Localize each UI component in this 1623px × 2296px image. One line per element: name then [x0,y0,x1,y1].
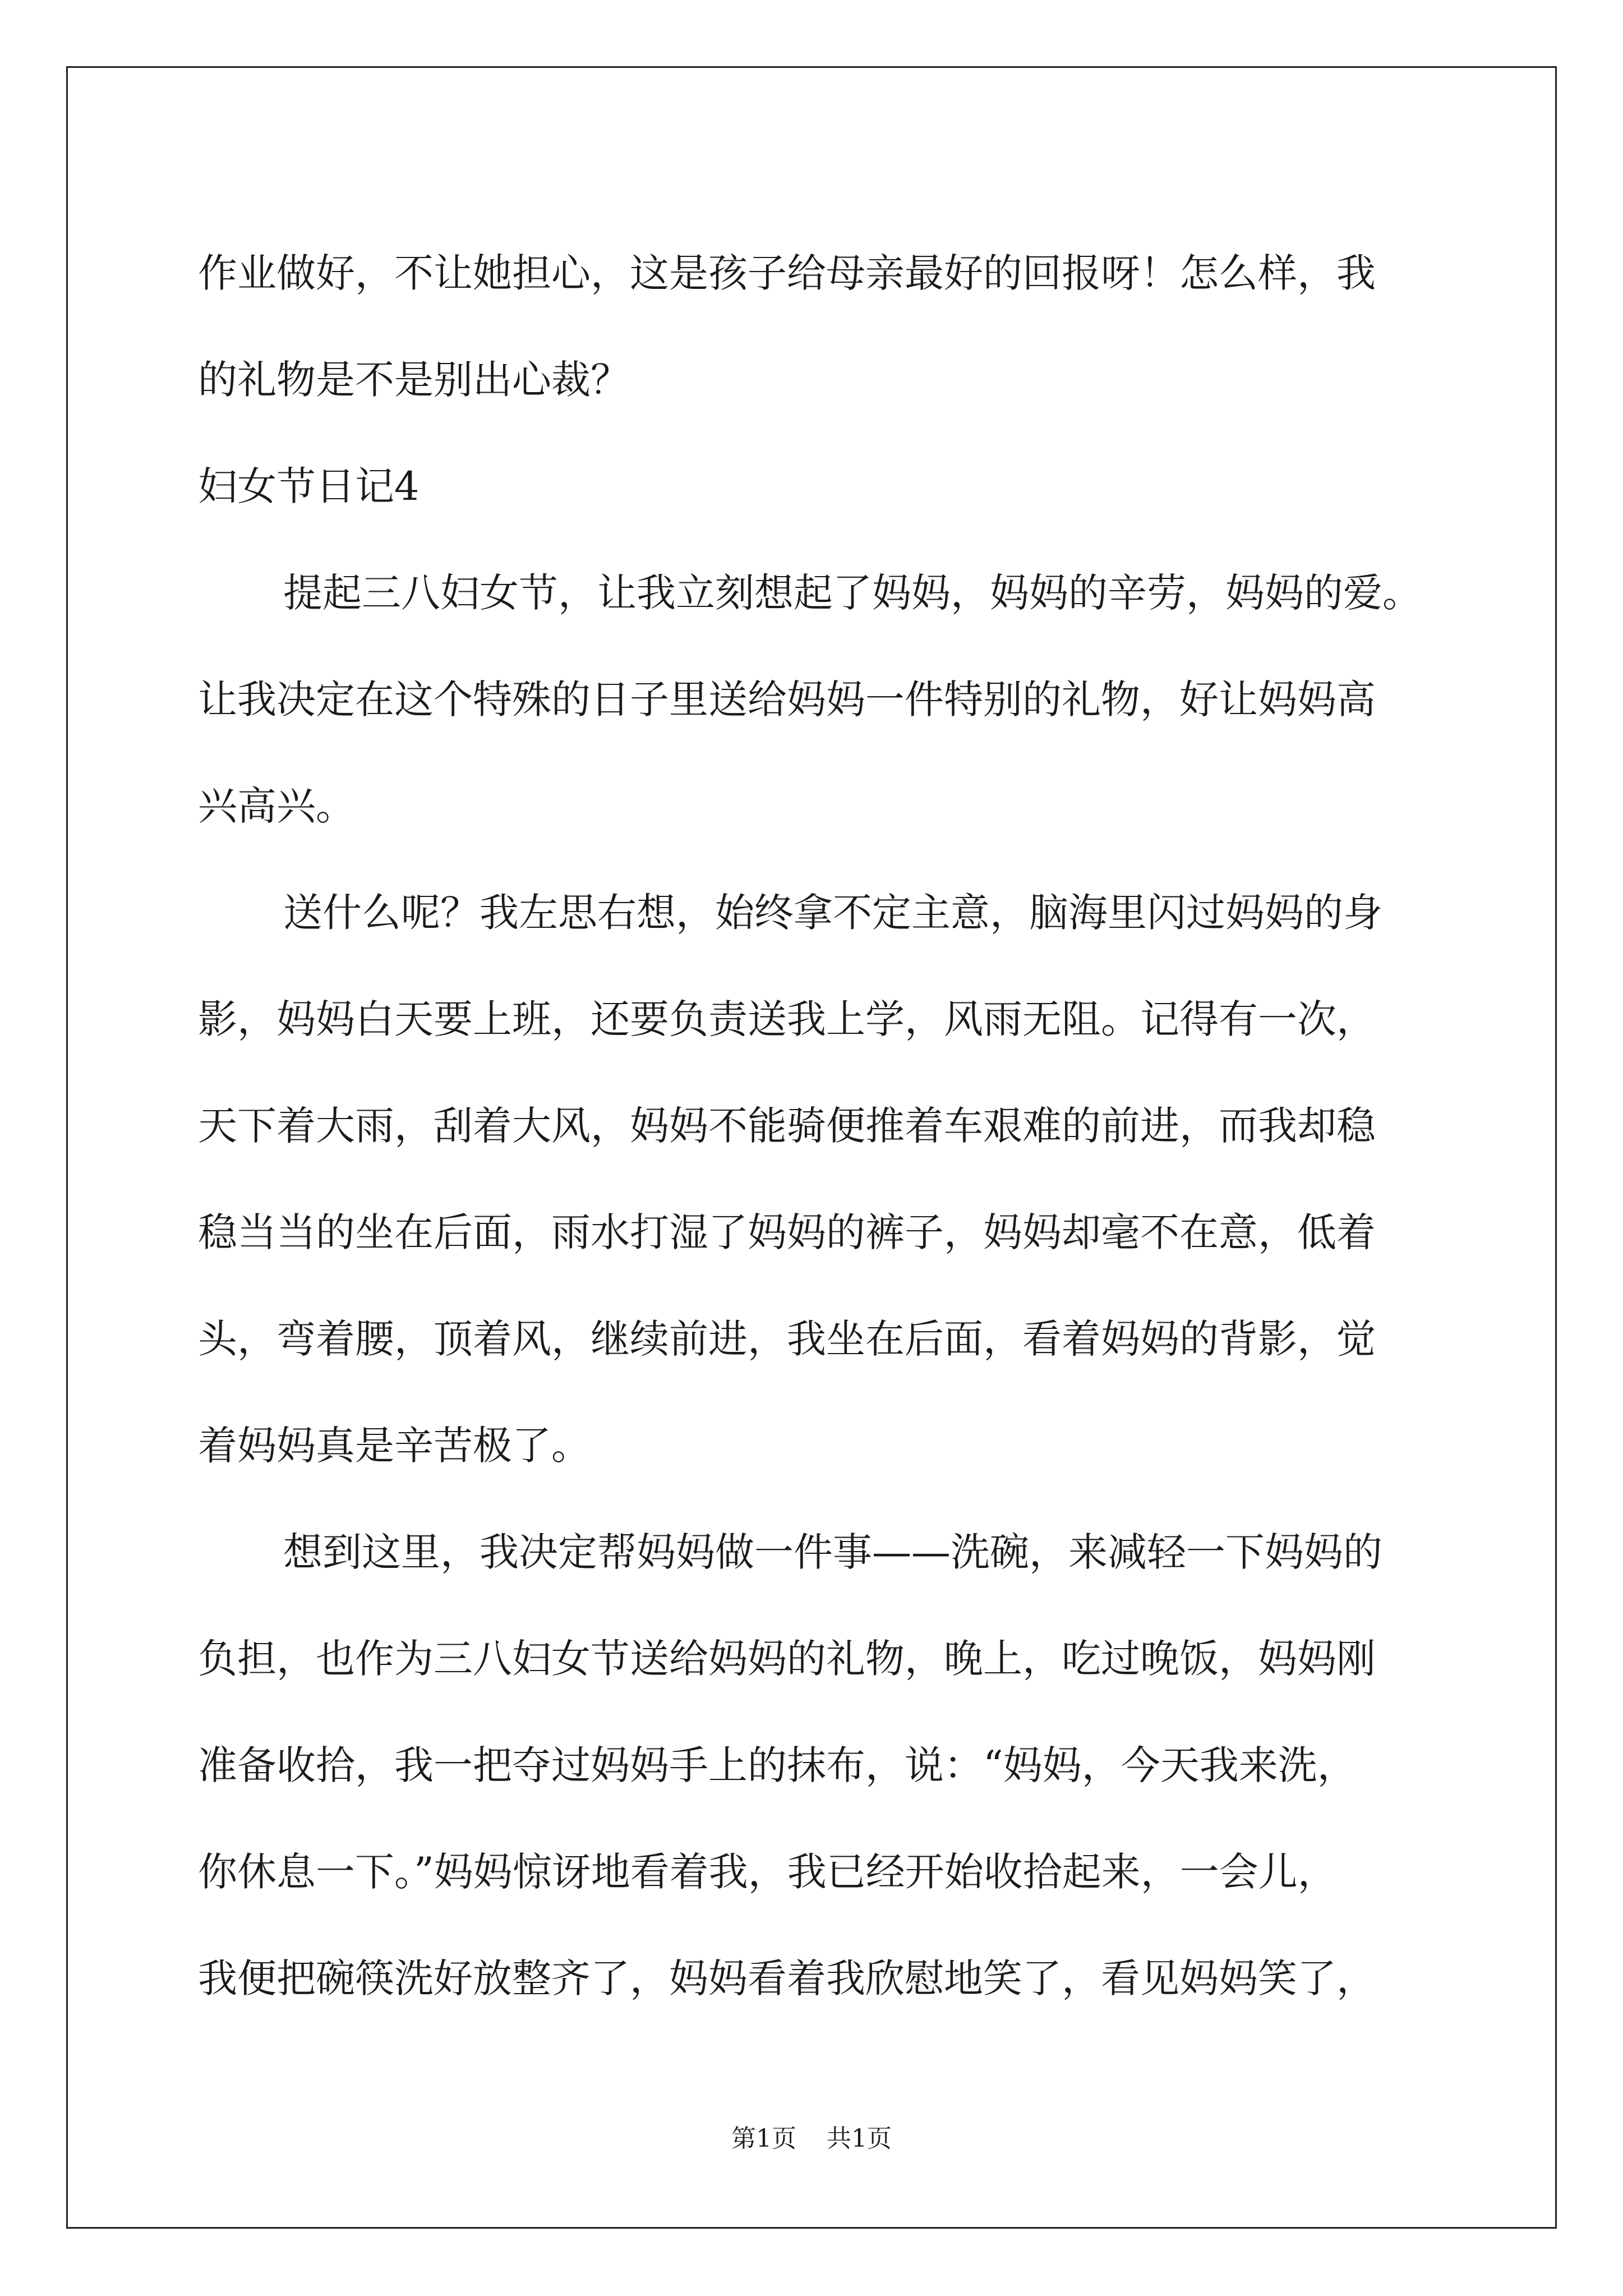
page-number: 第1页 [731,2124,796,2153]
text-line: 稳当当的坐在后面，雨水打湿了妈妈的裤子，妈妈却毫不在意，低着 [198,1209,1376,1255]
text-line: 天下着大雨，刮着大风，妈妈不能骑便推着车艰难的前进，而我却稳 [198,1103,1376,1149]
text-line: 作业做好，不让她担心，这是孩子给母亲最好的回报呀！怎么样，我 [198,250,1376,296]
text-line: 提起三八妇女节，让我立刻想起了妈妈，妈妈的辛劳，妈妈的爱。 [283,570,1422,616]
page-footer [0,2122,1623,2156]
text-line: 头，弯着腰，顶着风，继续前进，我坐在后面，看着妈妈的背影，觉 [198,1316,1376,1362]
text-line: 准备收拾，我一把夺过妈妈手上的抹布，说：“妈妈，今天我来洗， [198,1742,1357,1788]
text-line: 让我决定在这个特殊的日子里送给妈妈一件特别的礼物，好让妈妈高 [198,677,1376,723]
text-line: 兴高兴。 [198,783,355,829]
page-total: 共1页 [827,2124,892,2153]
text-line: 我便把碗筷洗好放整齐了，妈妈看着我欣慰地笑了，看见妈妈笑了， [198,1955,1376,2001]
text-line: 影，妈妈白天要上班，还要负责送我上学，风雨无阻。记得有一次， [198,996,1376,1042]
text-line: 送什么呢？我左思右想，始终拿不定主意，脑海里闪过妈妈的身 [283,890,1382,936]
text-line: 着妈妈真是辛苦极了。 [198,1423,591,1469]
section-heading: 妇女节日记4 [198,463,419,509]
text-line: 想到这里，我决定帮妈妈做一件事——洗碗，来减轻一下妈妈的 [283,1529,1382,1575]
text-line: 的礼物是不是别出心裁？ [198,357,630,403]
text-line: 你休息一下。”妈妈惊讶地看着我，我已经开始收拾起来，一会儿， [198,1849,1337,1895]
text-line: 负担，也作为三八妇女节送给妈妈的礼物，晚上，吃过晚饭，妈妈刚 [198,1636,1376,1682]
document-body [198,220,1432,2032]
